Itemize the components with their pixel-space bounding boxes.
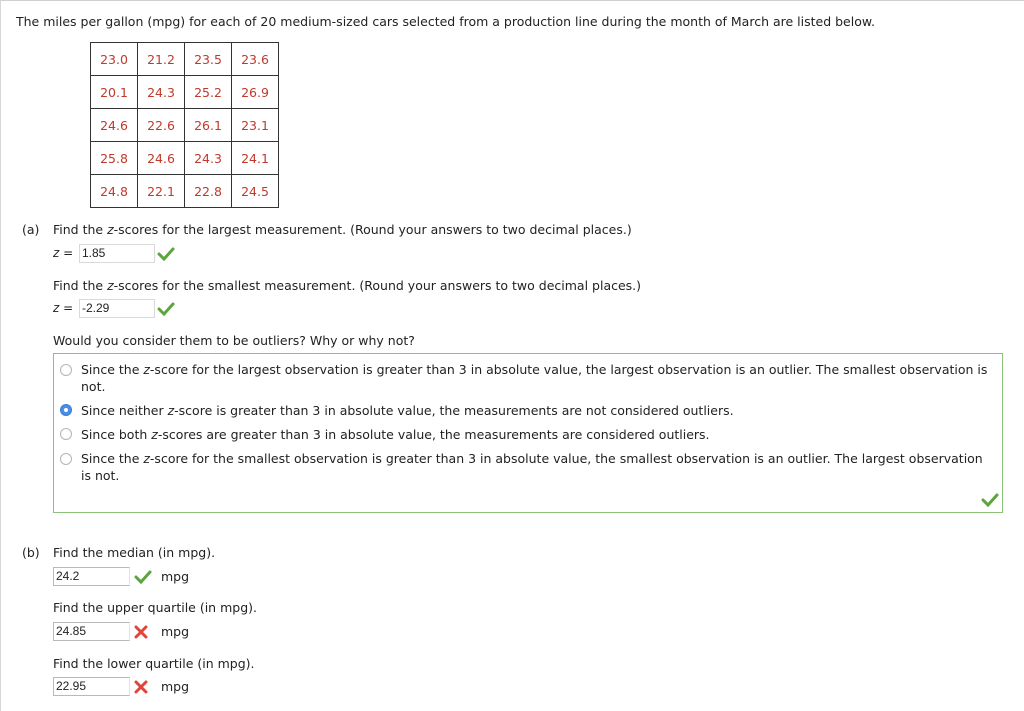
- mpg-data-table: [90, 42, 279, 208]
- option-text-2: Since neither z-score is greater than 3 in absolute value, the measurements are not considered outliers.: [81, 403, 734, 418]
- table-cell: 24.6: [138, 142, 185, 175]
- part-a-label: (a): [22, 222, 40, 237]
- table-cell: 20.1: [91, 76, 138, 109]
- table-cell: 24.8: [91, 175, 138, 208]
- table-row: [91, 175, 279, 208]
- table-cell: 21.2: [138, 43, 185, 76]
- table-cell: 23.5: [185, 43, 232, 76]
- table-cell: 24.6: [91, 109, 138, 142]
- table-cell: 25.2: [185, 76, 232, 109]
- table-cell: 24.3: [185, 142, 232, 175]
- z-label-smallest: [53, 301, 73, 315]
- z-largest-input[interactable]: 1.85: [79, 244, 155, 263]
- part-a-question-smallest: Find the z-scores for the smallest measurement. (Round your answers to two decimal places.): [53, 278, 642, 293]
- option-radio-3[interactable]: [60, 428, 72, 440]
- z-smallest-input[interactable]: -2.29: [79, 299, 155, 318]
- table-cell: 25.8: [91, 142, 138, 175]
- table-cell: 24.3: [138, 76, 185, 109]
- z-label-largest: [53, 246, 73, 260]
- part-a-question-largest: Find the z-scores for the largest measurement. (Round your answers to two decimal places.): [53, 222, 632, 237]
- lower-quartile-unit: mpg: [161, 679, 190, 694]
- part-b-median-question: Find the median (in mpg).: [53, 545, 216, 560]
- option-radio-2[interactable]: [60, 404, 72, 416]
- table-cell: 24.5: [232, 175, 279, 208]
- table-cell: 26.1: [185, 109, 232, 142]
- top-divider: [0, 0, 1024, 1]
- correct-check-icon: [157, 247, 175, 261]
- option-text-1: Since the z-score for the largest observation is greater than 3 in absolute value, the largest observation is an outlier. The smallest observation is not.: [81, 362, 988, 394]
- table-row: [91, 142, 279, 175]
- outlier-question: Would you consider them to be outliers? Why or why not?: [53, 333, 415, 348]
- option-radio-4[interactable]: [60, 453, 72, 465]
- lower-quartile-question: Find the lower quartile (in mpg).: [53, 656, 255, 671]
- z-label-text-2: z =: [53, 301, 74, 315]
- table-cell: 23.6: [232, 43, 279, 76]
- median-input[interactable]: 24.2: [53, 567, 130, 586]
- table-row: [91, 43, 279, 76]
- lower-quartile-input[interactable]: 22.95: [53, 677, 130, 696]
- correct-check-icon: [134, 570, 152, 584]
- table-row: [91, 76, 279, 109]
- incorrect-x-icon: [134, 625, 148, 639]
- correct-check-icon: [157, 302, 175, 316]
- table-cell: 23.0: [91, 43, 138, 76]
- table-cell: 22.6: [138, 109, 185, 142]
- table-cell: 22.1: [138, 175, 185, 208]
- left-divider: [0, 0, 1, 711]
- table-cell: 22.8: [185, 175, 232, 208]
- correct-check-icon: [981, 493, 999, 507]
- part-b-label: (b): [22, 545, 40, 560]
- upper-quartile-input[interactable]: 24.85: [53, 622, 130, 641]
- option-text-3: Since both z-scores are greater than 3 in absolute value, the measurements are considered outliers.: [81, 427, 710, 442]
- option-radio-1[interactable]: [60, 364, 72, 376]
- table-row: [91, 109, 279, 142]
- table-cell: 23.1: [232, 109, 279, 142]
- median-unit: mpg: [161, 569, 190, 584]
- option-text-4: Since the z-score for the smallest observation is greater than 3 in absolute value, the smallest observation is an outlier. The largest observation is not.: [81, 451, 983, 483]
- incorrect-x-icon: [134, 680, 148, 694]
- intro-text: The miles per gallon (mpg) for each of 20 medium-sized cars selected from a production line during the month of March are listed below.: [16, 14, 875, 29]
- upper-quartile-question: Find the upper quartile (in mpg).: [53, 600, 257, 615]
- z-label-text: z =: [53, 246, 74, 260]
- table-cell: 26.9: [232, 76, 279, 109]
- table-cell: 24.1: [232, 142, 279, 175]
- upper-quartile-unit: mpg: [161, 624, 190, 639]
